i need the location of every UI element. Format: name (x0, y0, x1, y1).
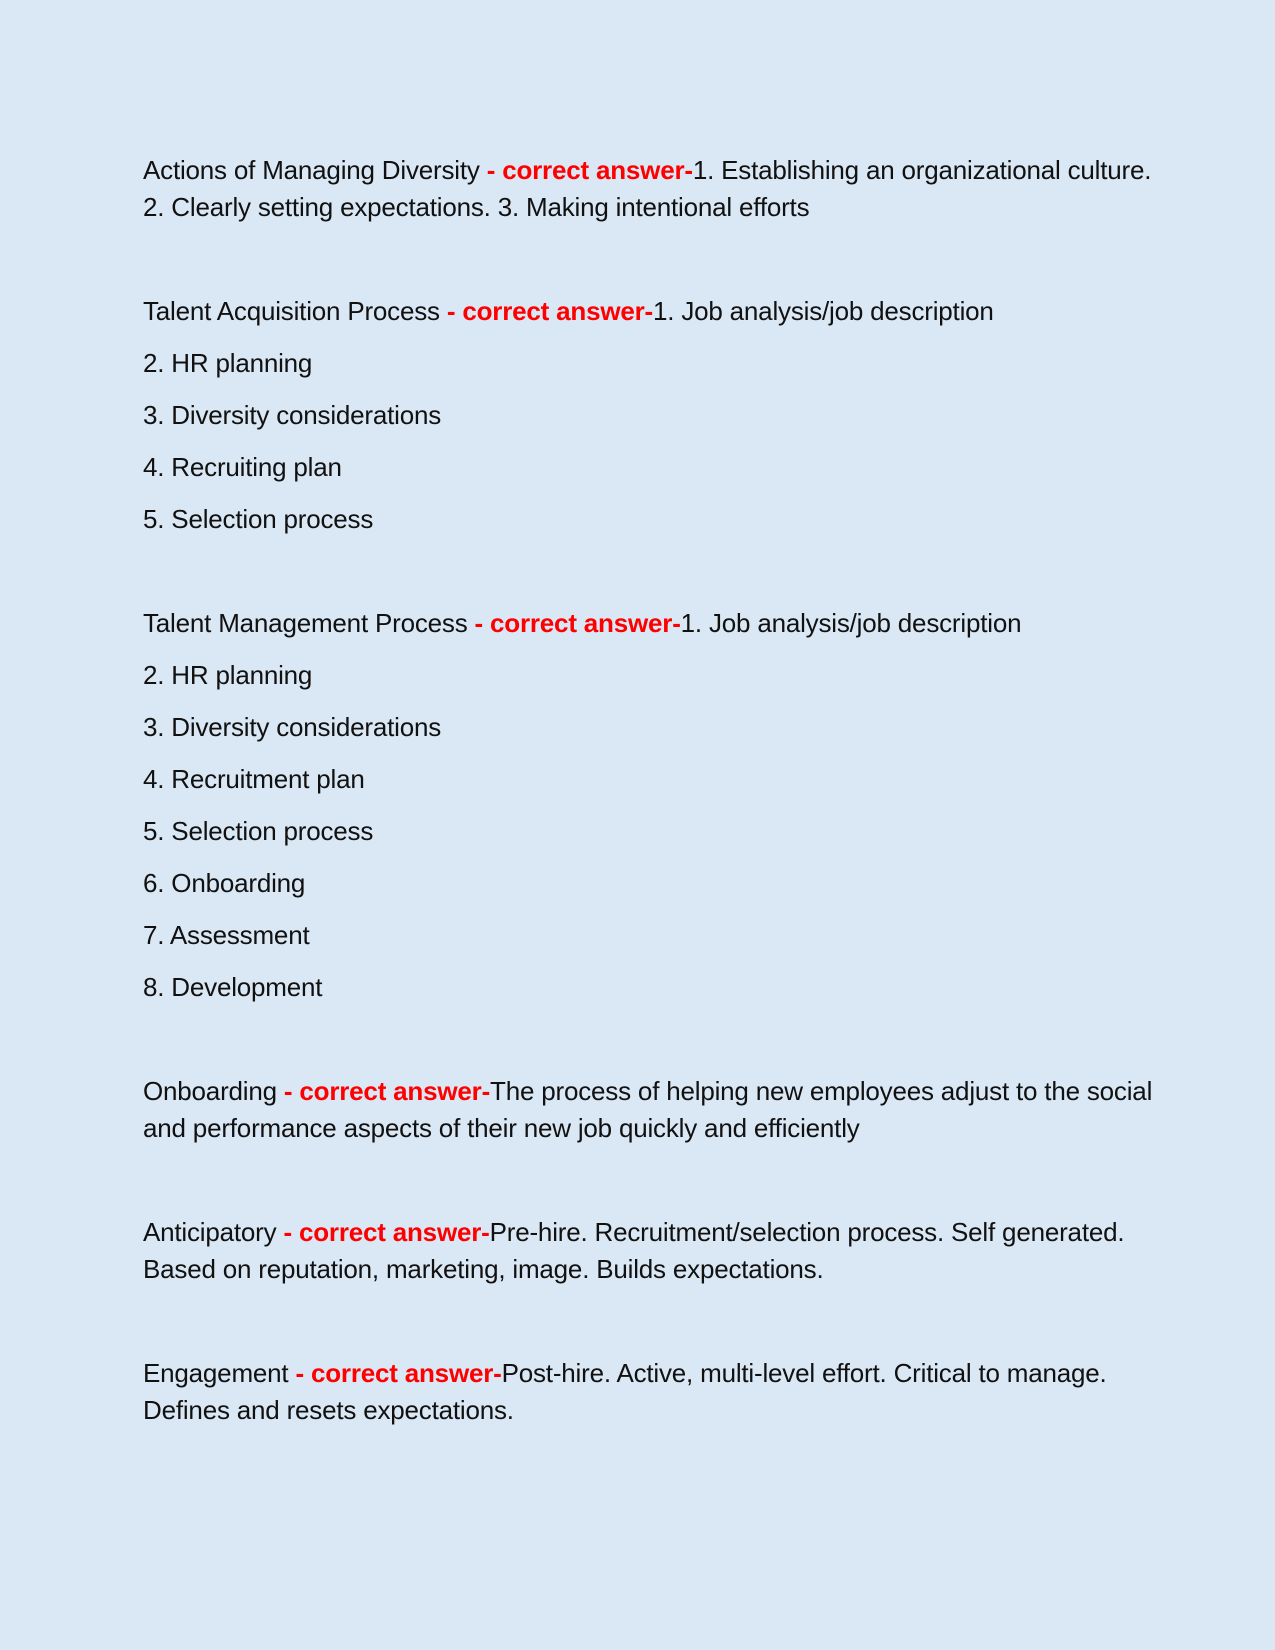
qa-block-talent-management (143, 605, 1163, 1021)
answer-list-line: 4. Recruiting plan (143, 452, 342, 482)
qa-block-managing-diversity (143, 152, 1163, 241)
answer-list-line: 3. Diversity considerations (143, 400, 442, 430)
answer-text: 1. Establishing an organizational culture. 2. Clearly setting expectations. 3. Making intentional efforts (143, 155, 1152, 222)
answer-text: 1. Job analysis/job description (680, 608, 1022, 638)
answer-text: Pre-hire. Recruitment/selection process. Self generated. Based on reputation, marketing, image. Builds expectations. (143, 1217, 1125, 1284)
qa-block-onboarding (143, 1073, 1163, 1162)
term-text: Talent Acquisition Process (143, 296, 440, 326)
document-content (143, 152, 1163, 1444)
answer-list-line: 4. Recruitment plan (143, 764, 365, 794)
qa-block-talent-acquisition (143, 293, 1163, 553)
qa-block-anticipatory (143, 1214, 1163, 1303)
correct-answer-marker: - correct answer- (276, 1076, 491, 1106)
correct-answer-marker: - correct answer- (276, 1217, 490, 1247)
answer-list-line: 3. Diversity considerations (143, 712, 442, 742)
qa-block-engagement (143, 1355, 1163, 1444)
answer-list-line: 5. Selection process (143, 816, 374, 846)
correct-answer-marker: - correct answer- (288, 1358, 502, 1388)
qa-paragraph (143, 293, 1163, 330)
correct-answer-marker: - correct answer- (467, 608, 681, 638)
qa-paragraph (143, 1214, 1163, 1288)
answer-list-line: 5. Selection process (143, 504, 374, 534)
answer-list-line: 2. HR planning (143, 348, 313, 378)
term-text: Engagement (143, 1358, 289, 1388)
term-text: Onboarding (143, 1076, 277, 1106)
answer-text: Post-hire. Active, multi-level effort. Critical to manage. Defines and resets expectations. (143, 1358, 1107, 1425)
qa-paragraph (143, 1073, 1163, 1147)
answer-text: The process of helping new employees adjust to the social and performance aspects of their new job quickly and efficiently (143, 1076, 1153, 1143)
term-text: Anticipatory (143, 1217, 277, 1247)
answer-list-line: 8. Development (143, 972, 323, 1002)
answer-text: 1. Job analysis/job description (653, 296, 994, 326)
answer-list-line: 7. Assessment (143, 920, 310, 950)
qa-paragraph (143, 1355, 1163, 1429)
correct-answer-marker: - correct answer- (439, 296, 654, 326)
term-text: Actions of Managing Diversity (143, 155, 480, 185)
term-text: Talent Management Process (143, 608, 468, 638)
correct-answer-marker: - correct answer- (479, 155, 693, 185)
answer-list-line: 2. HR planning (143, 660, 313, 690)
qa-paragraph (143, 605, 1163, 642)
qa-paragraph (143, 152, 1163, 226)
answer-list-line: 6. Onboarding (143, 868, 306, 898)
